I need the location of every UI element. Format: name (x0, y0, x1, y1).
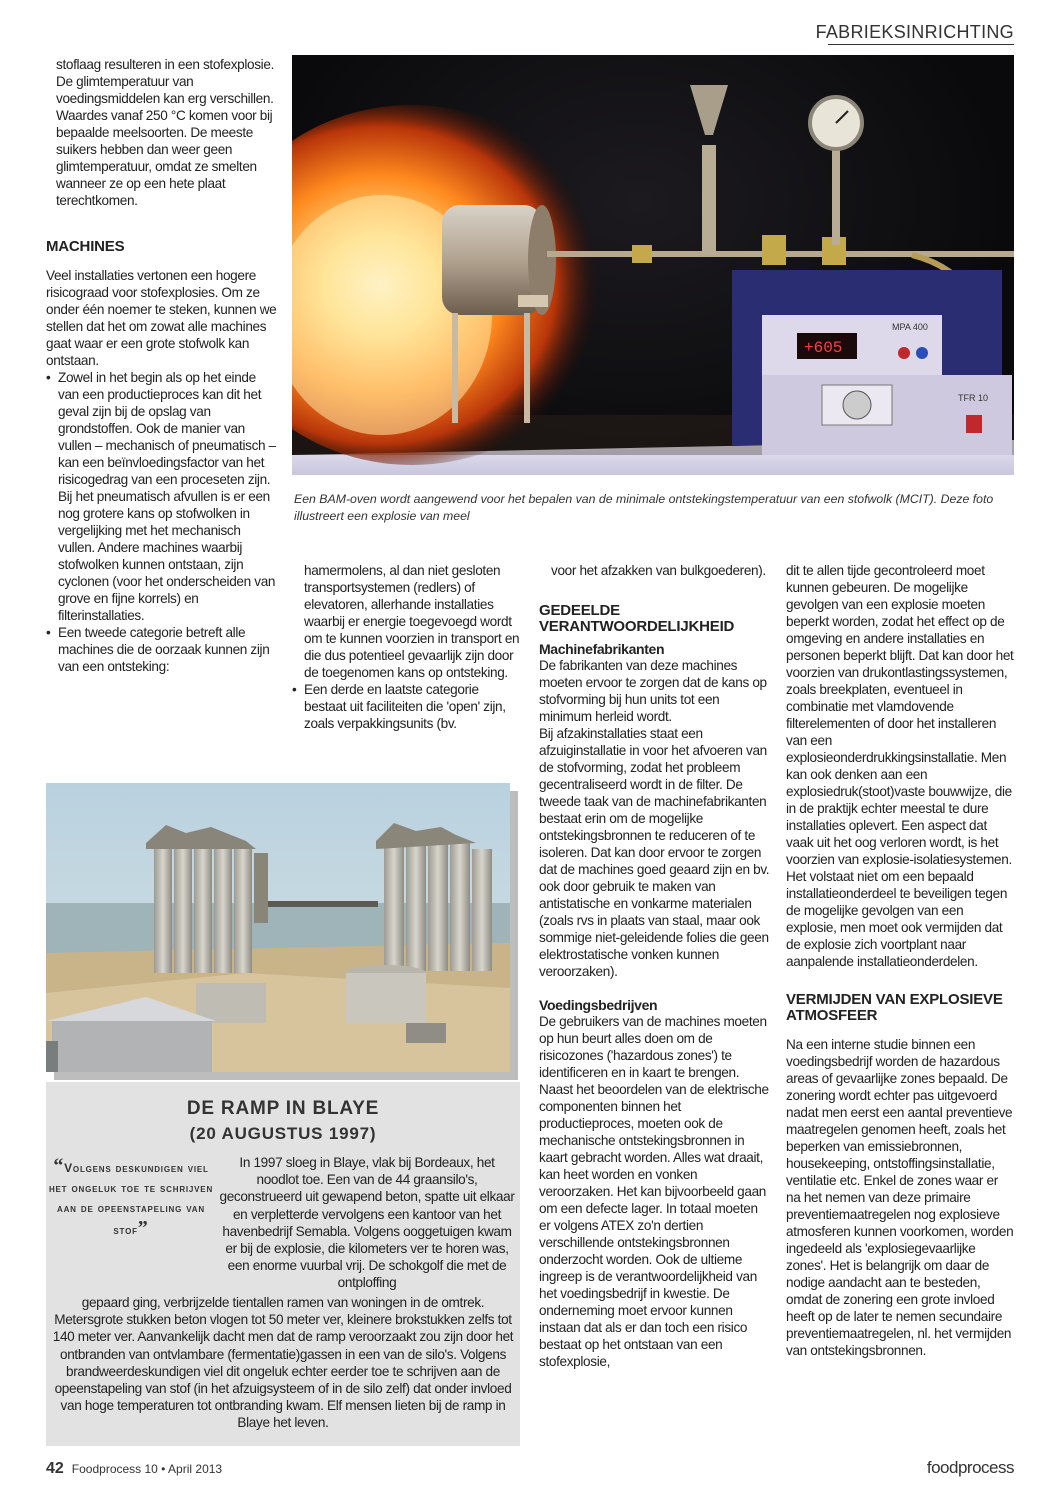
food-companies-paragraph: De gebruikers van de machines moeten op hun beurt alles doen om de risicozones ('hazardous zones') te identificeren en in kaart te brengen. Naast het beoordelen van de elektrische componenten binnen het productieproces, moeten ook de mechanische ontstekingsbronnen in kaart gebracht worden. Alles wat draait, kan heet worden en vonken veroorzaken. Het kan bijvoorbeeld gaan om een defecte lager. In totaal moeten er volgens ATEX zo'n dertien verschillende ontstekingsbronnen onderzocht worden. Ook de ultieme ingreep is de verantwoordelijkheid van het voedingsbedrijf in kwestie. De onderneming moet ervoor kunnen instaan dat als er dan toch een risico bestaat op het ontstaan van een stofexplosie, (539, 1014, 769, 1369)
controller-label: TFR 10 (958, 393, 989, 403)
machines-heading: MACHINES (46, 238, 125, 255)
column-4-paragraph-2: Na een interne studie binnen een voedingsbedrijf worden de hazardous areas of gevaarlijke zones bepaald. De zonering wordt echter pas uitgevoerd nadat men eerst een aantal preventieve maatregelen genomen heeft, zoals het beperken van emissiebronnen, housekeeping, ontstoffingsinstallatie, ventilatie etc. Enkel de zones waar er na het nemen van deze primaire preventiemaatregelen nog explosieve atmosferen kunnen voorkomen, worden ingedeeld als 'explosiegevaarlijke zones'. Het is belangrijk om daar de nodige aandacht aan te besteden, omdat de zonering een grote invloed heeft op de later te nemen secundaire preventiemaatregelen, nl. het vermijden van ontstekingsbronnen. (786, 1037, 1014, 1358)
bullet-item (46, 624, 278, 675)
bullet-dot: • (292, 682, 297, 697)
bullet-text: Zowel in het begin als op het einde van een productieproces kan dit het geval zijn bij de opslag van grondstoffen. Ook de manier van vullen – mechanisch of pneumatisch – kan een beïnvloedingsfactor van het risicogedrag van een proceseten zijn. Bij het pneumatisch afvullen is er een nog grotere kans op stofwolken in vergelijking met het mechanisch vullen. Andere machines waarbij stofwolken kunnen ontstaan, zijn cyclonen (voor het onderscheiden van grove en fijne korrels) en filterinstallaties. (58, 370, 276, 623)
blaye-silo-photo (46, 783, 510, 1072)
column-3-continuation: voor het afzakken van bulkgoederen). (551, 563, 766, 578)
pull-quote (46, 1156, 216, 1240)
manufacturers-paragraph: De fabrikanten van deze machines moeten ervoor te zorgen dat de kans op stofvorming bij hun units tot een minimum herleid wordt. (539, 658, 767, 724)
column-2-paragraph: hamermolens, al dan niet gesloten transportsystemen (redlers) of elevatoren, allerhande installaties waarbij er energie toegevoegd wordt om te kunnen voorzien in transport en die dus potentieel gevaarlijk zijn door de toegenomen kans op ontsteking. (304, 563, 520, 680)
bullet-text: Een derde en laatste categorie bestaat uit faciliteiten die 'open' zijn, zoals verpakkingsunits (bv. (304, 682, 506, 731)
column-3 (539, 562, 771, 1370)
bullet-item (292, 681, 524, 732)
sidebar-text-upper: In 1997 sloeg in Blaye, vlak bij Bordeaux, het noodlot toe. Een van de 44 graansilo's, geconstrueerd uit gewapend beton, spatte uit elkaar en verpletterde vervolgens een kantoor van het havenbedrijf Semabla. Volgens ooggetuigen kwam er bij de explosie, die kilometers ver te horen was, een enorme vuurbal vrij. De schokgolf die met de ontploffing (219, 1155, 515, 1291)
page-number: 42 (46, 1460, 64, 1477)
sidebar-title: DE RAMP IN BLAYE (186, 1098, 380, 1119)
column-4 (786, 562, 1014, 1359)
issue-info: Foodprocess 10 • April 2013 (71, 1462, 223, 1476)
open-quote-mark: “ (53, 1155, 65, 1177)
silo-illustration (46, 783, 510, 1072)
sidebar-text-lower: gepaard ging, verbrijzelde tientallen ramen van woningen in de omtrek. Metersgrote stukken beton vlogen tot 50 meter ver, kleinere brokstukken zelfs tot 140 meter ver. Aanvankelijk dacht men dat de ramp veroorzaakt zou zijn door het ontbranden van ontvlambare (fermentatie)gassen in een van de silo's. Volgens brandweerdeskundigen viel dit ongeluk echter eerder toe te schrijven aan de opeenstapeling van stof (in het afzuigsysteem of in de silo zelf) dat onder invloed van hoge temperaturen tot ontbranding kwam. Elf mensen lieten bij de ramp in Blaye het leven. (52, 1295, 514, 1431)
intro-paragraph: stoflaag resulteren in een stofexplosie. De glimtemperatuur van voedingsmiddelen kan erg verschillen. Waardes vanaf 250 °C komen voor bij bepaalde meelsoorten. De meeste suikers hebben dan weer geen glimtemperatuur, omdat ze smelten wanneer ze op een hete plaat terechtkomen. (56, 57, 274, 208)
section-rule (828, 44, 1014, 45)
column-4-paragraph: dit te allen tijde gecontroleerd moet kunnen gebeuren. De mogelijke gevolgen van een explosie moeten beperkt worden, zodat het effect op de omgeving en andere installaties en personen beperkt blijft. Dat kan door het voorzien van drukontlastingssystemen, zoals breekplaten, eventueel in combinatie met vlamdovende filterelementen of door het installeren van een explosieonderdrukkingsinstallatie. Men kan ook denken aan een explosiedruk(stoot)vaste bouwwijze, die in de praktijk echter meestal te dure installaties oplevert. Een aspect dat vaak uit het oog verloren wordt, is het voorzien van explosie-isolatiesystemen. Het volstaat niet om een bepaald installatieonderdeel te beveiligen tegen de mogelijke gevolgen van een explosie, men moet ook vermijden dat de explosie zich voortplant naar aanpalende installatieonderdelen. (786, 563, 1014, 969)
manufacturers-paragraph-2: Bij afzakinstallaties staat een afzuiginstallatie in voor het afvoeren van de stofvorming, zodat het probleem gecentraliseerd wordt in de filter. De tweede taak van de machinefabrikanten bestaat erin om de mogelijke ontstekingsbronnen te reduceren of te isoleren. Dat kan door ervoor te zorgen dat de machines goed geaard zijn en bv. ook door gebruik te maken van antistatische en vonkarme materialen (zoals rvs in plaats van staal, maar ook sommige niet-geleidende folies die geen elektrostatische vonken kunnen veroorzaken). (539, 726, 770, 979)
machines-paragraph: Veel installaties vertonen een hogere risicograad voor stofexplosies. Om ze onder één noemer te steken, kunnen we stellen dat het om zowat alle machines gaat waar er een grote stofwolk kan ontstaan. (46, 268, 277, 368)
bam-oven-photo (292, 55, 1014, 475)
shared-responsibility-heading: GEDEELDE VERANTWOORDELIJKHEID (539, 602, 735, 635)
bullet-dot: • (46, 625, 51, 640)
pull-quote-text: Volgens deskundigen viel het ongeluk toe te schrijven aan de opeenstapeling van stof (48, 1161, 214, 1237)
food-companies-subheading: Voedingsbedrijven (539, 997, 658, 1013)
panel-label: MPA 400 (892, 322, 928, 332)
column-1 (46, 56, 278, 675)
bullet-text: Een tweede categorie betreft alle machines die de oorzaak kunnen zijn van een ontsteking: (58, 625, 270, 674)
close-quote-mark: ” (137, 1217, 149, 1239)
bullet-dot: • (46, 370, 51, 385)
bullet-item (46, 369, 278, 624)
display-readout: +605 (804, 339, 843, 357)
column-2 (292, 562, 524, 732)
avoid-explosive-atmosphere-heading: VERMIJDEN VAN EXPLOSIEVE ATMOSFEER (786, 991, 1003, 1024)
manufacturers-subheading: Machinefabrikanten (539, 641, 665, 657)
section-label: FABRIEKSINRICHTING (815, 22, 1014, 42)
sidebar-subtitle: (20 AUGUSTUS 1997) (189, 1124, 377, 1143)
brand-logo: foodprocess (926, 1458, 1014, 1477)
oven-illustration (292, 55, 1014, 475)
footer-issue (46, 1460, 222, 1478)
photo-caption: Een BAM-oven wordt aangewend voor het bepalen van de minimale ontstekingstemperatuur van een stofwolk (MCIT). Deze foto illustreert een explosie van meel (294, 492, 994, 523)
